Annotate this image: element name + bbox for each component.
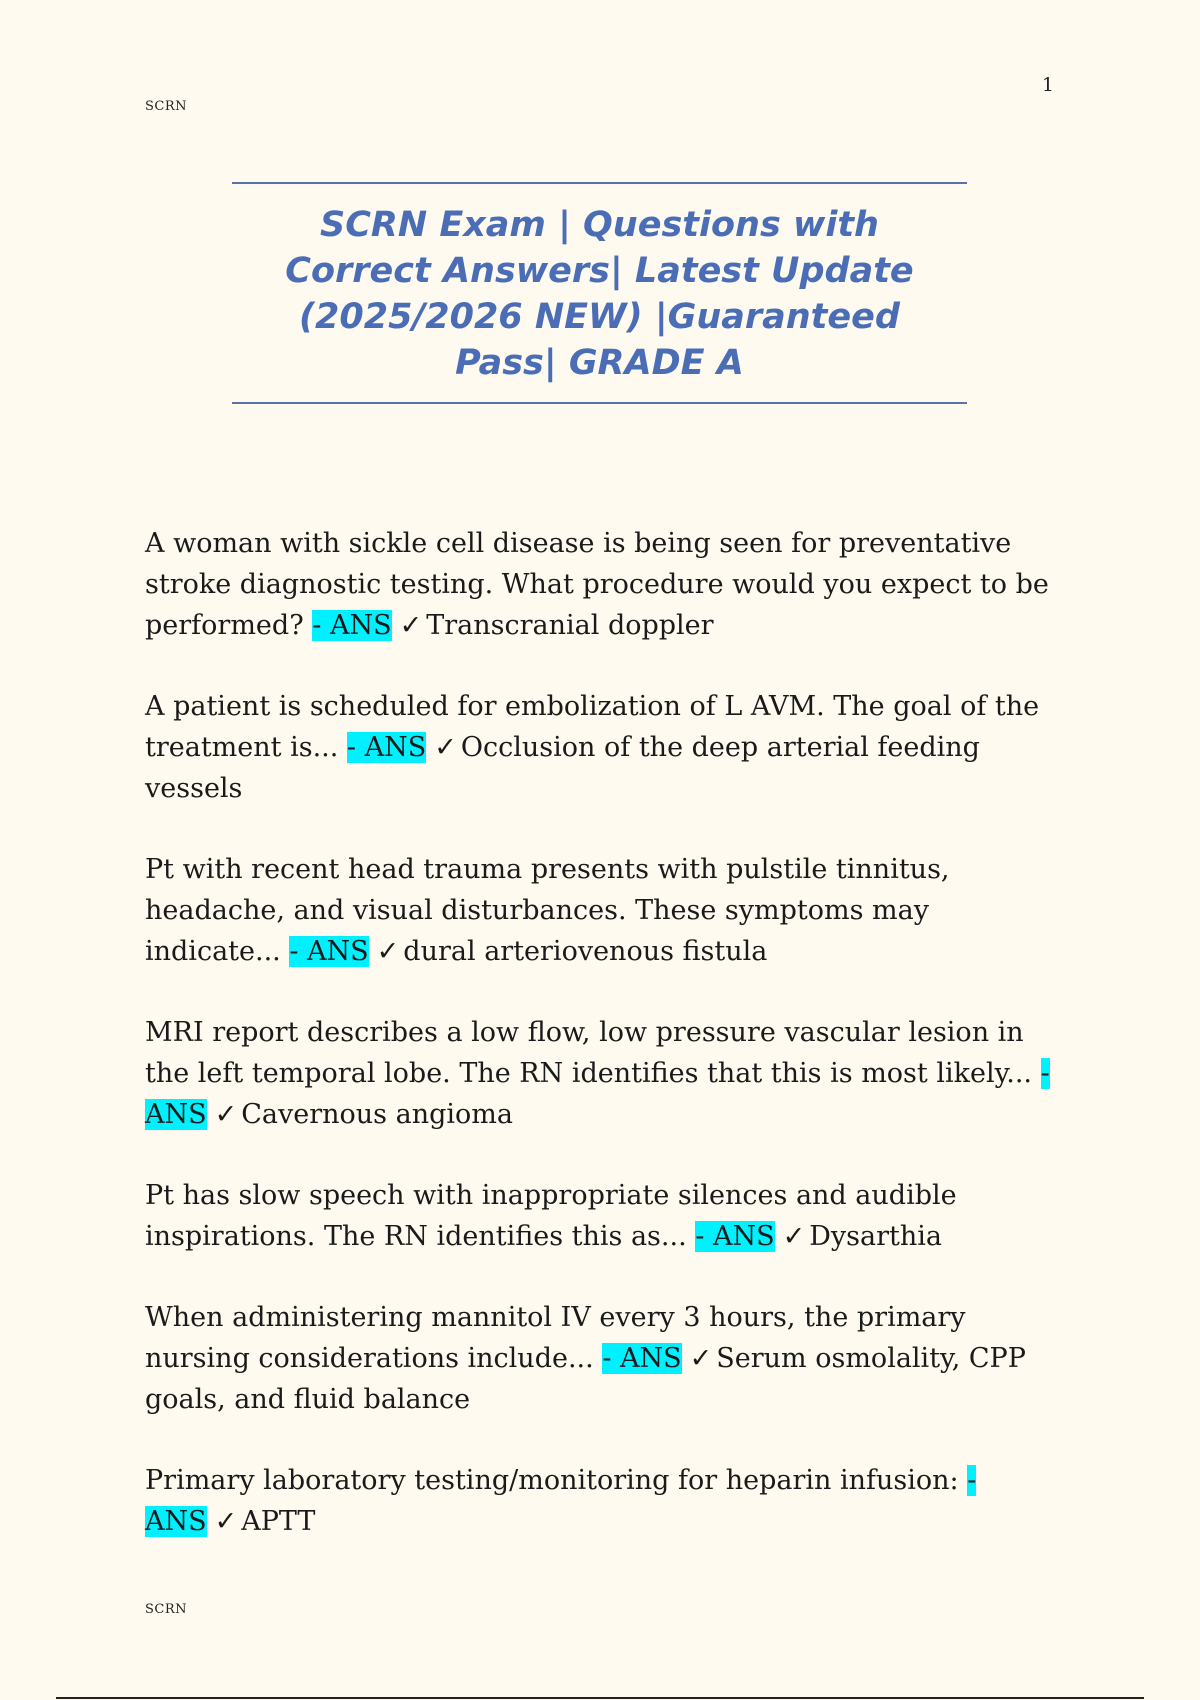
question-text: When administering mannitol IV every 3 hours, the primary nursing considerations include... — [145, 1302, 966, 1374]
title-block — [232, 182, 967, 404]
question-text: MRI report describes a low flow, low pressure vascular lesion in the left temporal lobe. The RN identifies that this is most likely... — [145, 1017, 1033, 1089]
check-icon: ✓ — [214, 1506, 238, 1537]
answer-text: Dysarthia — [809, 1221, 942, 1252]
page-number: 1 — [1041, 74, 1054, 96]
ans-tag: - ANS — [312, 610, 392, 641]
ans-tag: - ANS — [145, 1058, 1050, 1130]
qa-item — [145, 686, 1055, 809]
ans-tag: - ANS — [289, 936, 369, 967]
qa-item — [145, 1297, 1055, 1420]
ans-tag: - ANS — [602, 1343, 682, 1374]
qa-item — [145, 849, 1055, 972]
qa-item — [145, 1012, 1055, 1135]
qa-item — [145, 523, 1055, 646]
bottom-rule — [56, 1697, 1144, 1699]
answer-text: Serum osmolality, CPP goals, and fluid balance — [145, 1343, 1026, 1415]
answer-text: Cavernous angioma — [241, 1099, 513, 1130]
qa-item — [145, 1460, 1055, 1542]
document-title: SCRN Exam | Questions with Correct Answers| Latest Update (2025/2026 NEW) |Guaranteed Pass| GRADE A — [285, 205, 914, 383]
question-text: Pt has slow speech with inappropriate silences and audible inspirations. The RN identifies this as... — [145, 1180, 957, 1252]
answer-text: Occlusion of the deep arterial feeding vessels — [145, 732, 980, 804]
answer-text: Transcranial doppler — [426, 610, 714, 641]
header-label: SCRN — [145, 99, 188, 114]
check-icon: ✓ — [214, 1099, 238, 1130]
question-text: Pt with recent head trauma presents with pulstile tinnitus, headache, and visual disturbances. These symptoms may indicate... — [145, 854, 950, 967]
question-text: Primary laboratory testing/monitoring for heparin infusion: — [145, 1465, 959, 1496]
answer-text: dural arteriovenous fistula — [403, 936, 768, 967]
ans-tag: - ANS — [145, 1465, 977, 1537]
answer-text: APTT — [241, 1506, 316, 1537]
ans-tag: - ANS — [346, 732, 427, 763]
qa-item — [145, 1175, 1055, 1257]
check-icon: ✓ — [376, 936, 400, 967]
qa-list — [145, 523, 1055, 1582]
question-text: A patient is scheduled for embolization of L AVM. The goal of the treatment is... — [145, 691, 1040, 763]
check-icon: ✓ — [399, 610, 423, 641]
footer-label: SCRN — [145, 1602, 188, 1617]
check-icon: ✓ — [689, 1343, 713, 1374]
check-icon: ✓ — [434, 732, 457, 763]
ans-tag: - ANS — [695, 1221, 775, 1252]
question-text: A woman with sickle cell disease is being seen for preventative stroke diagnostic testing. What procedure would you expect to be performed? — [145, 528, 1049, 641]
check-icon: ✓ — [782, 1221, 806, 1252]
